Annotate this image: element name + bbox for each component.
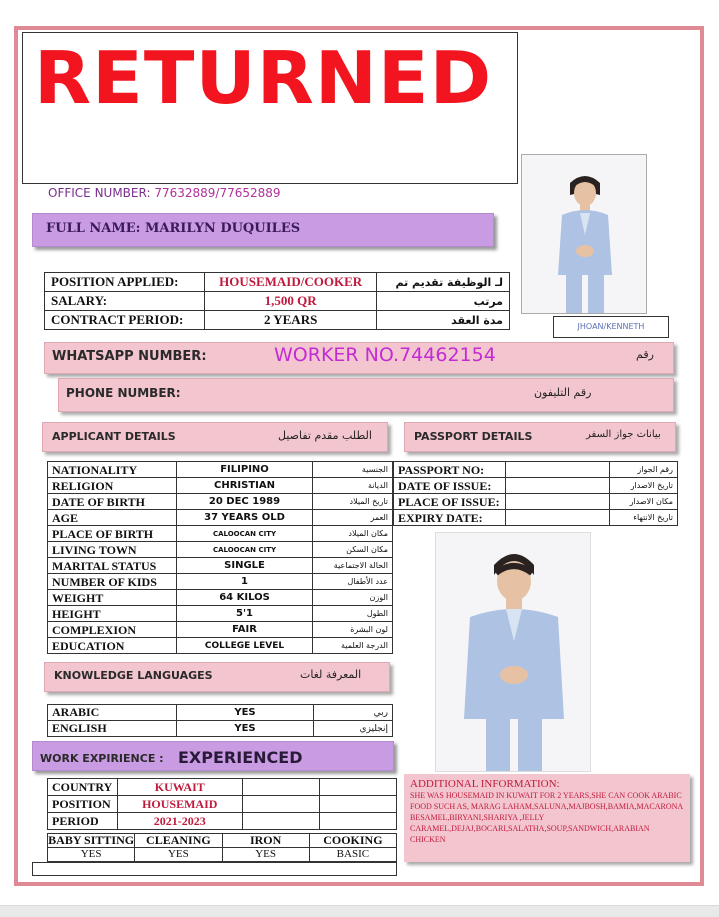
position-label: POSITION APPLIED: [45,273,205,292]
language-value: YES [177,705,314,721]
table-row [48,721,393,737]
skill-header: COOKING [309,834,396,848]
detail-arabic: الوزن [313,590,393,606]
detail-label: AGE [48,510,177,526]
passport-label: EXPIRY DATE: [394,510,506,526]
detail-value: 5'1 [176,606,313,622]
applicant-photo-large [435,532,591,772]
table-row [48,622,393,638]
table-row [48,510,393,526]
detail-arabic: الطول [313,606,393,622]
table-row [394,478,678,494]
work-label: POSITION [48,796,118,813]
work-empty-cell [242,813,319,830]
position-table [44,272,510,330]
table-row [394,510,678,526]
applicant-details-label: APPLICANT DETAILS [52,430,176,443]
passport-label: PLACE OF ISSUE: [394,494,506,510]
detail-value: FILIPINO [176,462,313,478]
detail-value: COLLEGE LEVEL [176,638,313,654]
detail-label: WEIGHT [48,590,177,606]
whatsapp-arabic: رقم [636,348,654,361]
returned-stamp: RETURNED [34,36,493,120]
table-row [48,542,393,558]
skill-value: YES [48,848,135,862]
work-empty-cell [242,779,319,796]
detail-value: 37 YEARS OLD [176,510,313,526]
office-number [48,186,281,200]
table-row [48,638,393,654]
work-value: KUWAIT [117,779,242,796]
additional-title: ADDITIONAL INFORMATION: [410,778,560,790]
work-value: HOUSEMAID [117,796,242,813]
detail-label: RELIGION [48,478,177,494]
detail-label: PLACE OF BIRTH [48,526,177,542]
detail-arabic: مكان السكن [313,542,393,558]
work-empty-cell [319,813,396,830]
language-label: ARABIC [48,705,177,721]
detail-label: LIVING TOWN [48,542,177,558]
passport-value [506,510,610,526]
work-empty-cell [242,796,319,813]
passport-arabic: مكان الاصدار [610,494,678,510]
table-row [48,558,393,574]
position-value: HOUSEMAID/COOKER [205,273,377,292]
detail-arabic: تاريخ الميلاد [313,494,393,510]
table-row [394,494,678,510]
passport-details-arabic: بيانات جواز السفر [586,429,661,440]
skill-header: IRON [222,834,309,848]
skill-value: YES [135,848,222,862]
position-arabic: لـ الوظيفة تقديم تم [377,273,510,292]
language-arabic: إنجليزي [314,721,393,737]
detail-value: 64 KILOS [176,590,313,606]
detail-value: FAIR [176,622,313,638]
work-empty-cell [319,796,396,813]
applicant-details-arabic: الطلب مقدم تفاصيل [278,429,372,442]
passport-arabic: رقم الجواز [610,462,678,478]
detail-arabic: الجنسية [313,462,393,478]
skill-value: BASIC [309,848,396,862]
table-row [45,292,510,311]
phone-label: PHONE NUMBER: [66,386,181,400]
detail-label: NUMBER OF KIDS [48,574,177,590]
table-row [48,796,397,813]
work-empty-cell [319,779,396,796]
work-table [47,778,397,830]
table-row [48,606,393,622]
work-label: PERIOD [48,813,118,830]
passport-label: PASSPORT NO: [394,462,506,478]
table-row [48,590,393,606]
salary-label: SALARY: [45,292,205,311]
contract-label: CONTRACT PERIOD: [45,311,205,330]
skill-value: YES [222,848,309,862]
detail-label: HEIGHT [48,606,177,622]
table-row [48,462,393,478]
detail-value: 1 [176,574,313,590]
detail-arabic: مكان الميلاد [313,526,393,542]
detail-arabic: لون البشرة [313,622,393,638]
skill-header: CLEANING [135,834,222,848]
additional-information [404,774,690,862]
contract-value: 2 YEARS [205,311,377,330]
passport-value [506,494,610,510]
salary-value: 1,500 QR [205,292,377,311]
table-row [48,494,393,510]
passport-table [393,461,678,526]
table-row [48,574,393,590]
language-label: ENGLISH [48,721,177,737]
detail-arabic: الحالة الاجتماعية [313,558,393,574]
detail-label: MARITAL STATUS [48,558,177,574]
languages-table [47,704,393,737]
table-row [45,311,510,330]
detail-value: CALOOCAN CITY [176,542,313,558]
detail-arabic: العمر [313,510,393,526]
passport-arabic: تاريخ الانتهاء [610,510,678,526]
table-row [48,705,393,721]
detail-value: CALOOCAN CITY [176,526,313,542]
phone-arabic: رقم التليفون [534,386,592,399]
table-row [48,478,393,494]
passport-arabic: تاريخ الاصدار [610,478,678,494]
languages-label: KNOWLEDGE LANGUAGES [54,669,213,682]
languages-arabic: المعرفة لغات [300,668,362,681]
work-experience-label: WORK EXPIRIENCE : [40,752,164,765]
detail-arabic: الدرجة العلمية [313,638,393,654]
detail-label: EDUCATION [48,638,177,654]
passport-value [506,478,610,494]
full-name: FULL NAME: MARILYN DUQUILES [46,221,301,236]
table-row [48,813,397,830]
detail-arabic: عدد الأطفال [313,574,393,590]
bottom-strip [0,905,719,917]
passport-value [506,462,610,478]
detail-value: CHRISTIAN [176,478,313,494]
detail-value: SINGLE [176,558,313,574]
language-arabic: ربي [314,705,393,721]
contract-arabic: مدة العقد [377,311,510,330]
skills-table [47,833,397,862]
office-value: 77632889/77652889 [154,186,281,200]
detail-value: 20 DEC 1989 [176,494,313,510]
work-experience-value: EXPERIENCED [178,748,303,767]
person-portrait-icon [522,155,647,314]
table-row [45,273,510,292]
applicant-photo-small [521,154,647,314]
skill-header: BABY SITTING [48,833,135,847]
detail-label: DATE OF BIRTH [48,494,177,510]
whatsapp-label: WHATSAPP NUMBER: [52,349,207,364]
salary-arabic: مرتب [377,292,510,311]
detail-arabic: الديانة [313,478,393,494]
photo-caption: JHOAN/KENNETH [553,316,669,338]
work-label: COUNTRY [48,779,118,796]
passport-label: DATE OF ISSUE: [394,478,506,494]
passport-details-label: PASSPORT DETAILS [414,430,533,443]
table-row [48,834,397,848]
office-label: OFFICE NUMBER: [48,186,151,200]
blank-row [32,862,397,876]
detail-label: COMPLEXION [48,622,177,638]
language-value: YES [177,721,314,737]
table-row [394,462,678,478]
work-value: 2021-2023 [117,813,242,830]
person-portrait-icon [436,533,591,772]
applicant-details-table [47,461,393,654]
worker-number: WORKER NO.74462154 [274,344,496,366]
detail-label: NATIONALITY [48,462,177,478]
table-row [48,848,397,862]
additional-text: SHE WAS HOUSEMAID IN KUWAIT FOR 2 YEARS,SHE CAN COOK ARABIC FOOD SUCH AS, MARAG LAHAM,SALUNA,MAJBOSH,BAMIA,MACARONA BESAMEL,BIRYANI,SHARIYA ,JELLY CARAMEL,DEJAJ,BOCARI,SALATHA,SOUP,SANDWICH,ARABIAN CHICKEN [410,791,683,844]
table-row [48,779,397,796]
table-row [48,526,393,542]
